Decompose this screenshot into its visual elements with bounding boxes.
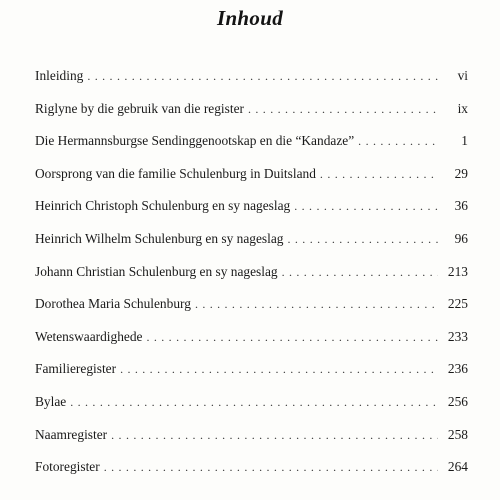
toc-entry (35, 196, 468, 229)
toc-entry-title: Heinrich Christoph Schulenburg en sy nageslag (35, 198, 291, 214)
toc-entry-title: Bylae (35, 393, 67, 409)
dot-leader (248, 99, 438, 119)
page-title: Inhoud (216, 6, 283, 30)
toc-entry-title: Riglyne by die gebruik van die register (35, 100, 244, 116)
toc-entry-title: Inleiding (35, 68, 84, 83)
toc-entry-title: Die Hermannsburgse Sendinggenootskap en die “Kandaze” (35, 133, 355, 149)
toc-entry (35, 294, 468, 327)
toc-entry (35, 457, 468, 490)
toc-entry-title: Heinrich Wilhelm Schulenburg en sy nageslag (35, 230, 284, 246)
dot-leader (282, 262, 438, 282)
toc-entry-title: Johann Christian Schulenburg en sy nageslag (35, 263, 278, 279)
dot-leader (120, 359, 438, 379)
toc-entry (35, 131, 468, 164)
dot-leader (294, 196, 438, 216)
table-of-contents (35, 66, 468, 490)
toc-entry (35, 327, 468, 360)
toc-entry-page: 1 (461, 133, 468, 149)
toc-entry (35, 164, 468, 197)
toc-entry-page: 264 (447, 459, 468, 475)
dot-leader (288, 229, 439, 249)
toc-entry (35, 359, 468, 392)
dot-leader (320, 164, 438, 184)
toc-entry-page: 213 (447, 263, 468, 279)
toc-entry-page: 96 (454, 230, 468, 246)
toc-entry-title: Naamregister (35, 426, 108, 442)
dot-leader (195, 294, 438, 314)
toc-entry-page: 256 (447, 393, 468, 409)
toc-entry (35, 262, 468, 295)
toc-entry-page: vi (457, 68, 468, 83)
dot-leader (87, 66, 438, 86)
toc-entry-page: 29 (454, 165, 468, 181)
toc-entry-page: 36 (454, 198, 468, 214)
toc-entry-page: ix (457, 100, 468, 116)
dot-leader (358, 131, 438, 151)
toc-entry (35, 425, 468, 458)
toc-entry-title: Familieregister (35, 361, 117, 377)
toc-entry (35, 229, 468, 262)
toc-entry-title: Dorothea Maria Schulenburg (35, 296, 191, 312)
toc-entry-page: 233 (447, 328, 468, 344)
dot-leader (111, 425, 438, 445)
toc-entry-page: 225 (447, 296, 468, 312)
toc-entry (35, 392, 468, 425)
dot-leader (70, 392, 438, 412)
dot-leader (146, 327, 438, 347)
toc-entry-title: Fotoregister (35, 459, 100, 475)
toc-entry (35, 99, 468, 132)
toc-entry-title: Wetenswaardighede (35, 328, 143, 344)
toc-entry-title: Oorsprong van die familie Schulenburg in Duitsland (35, 165, 316, 181)
toc-entry-page: 258 (447, 426, 468, 442)
toc-entry-page: 236 (447, 361, 468, 377)
dot-leader (104, 457, 438, 477)
toc-entry (35, 66, 468, 99)
